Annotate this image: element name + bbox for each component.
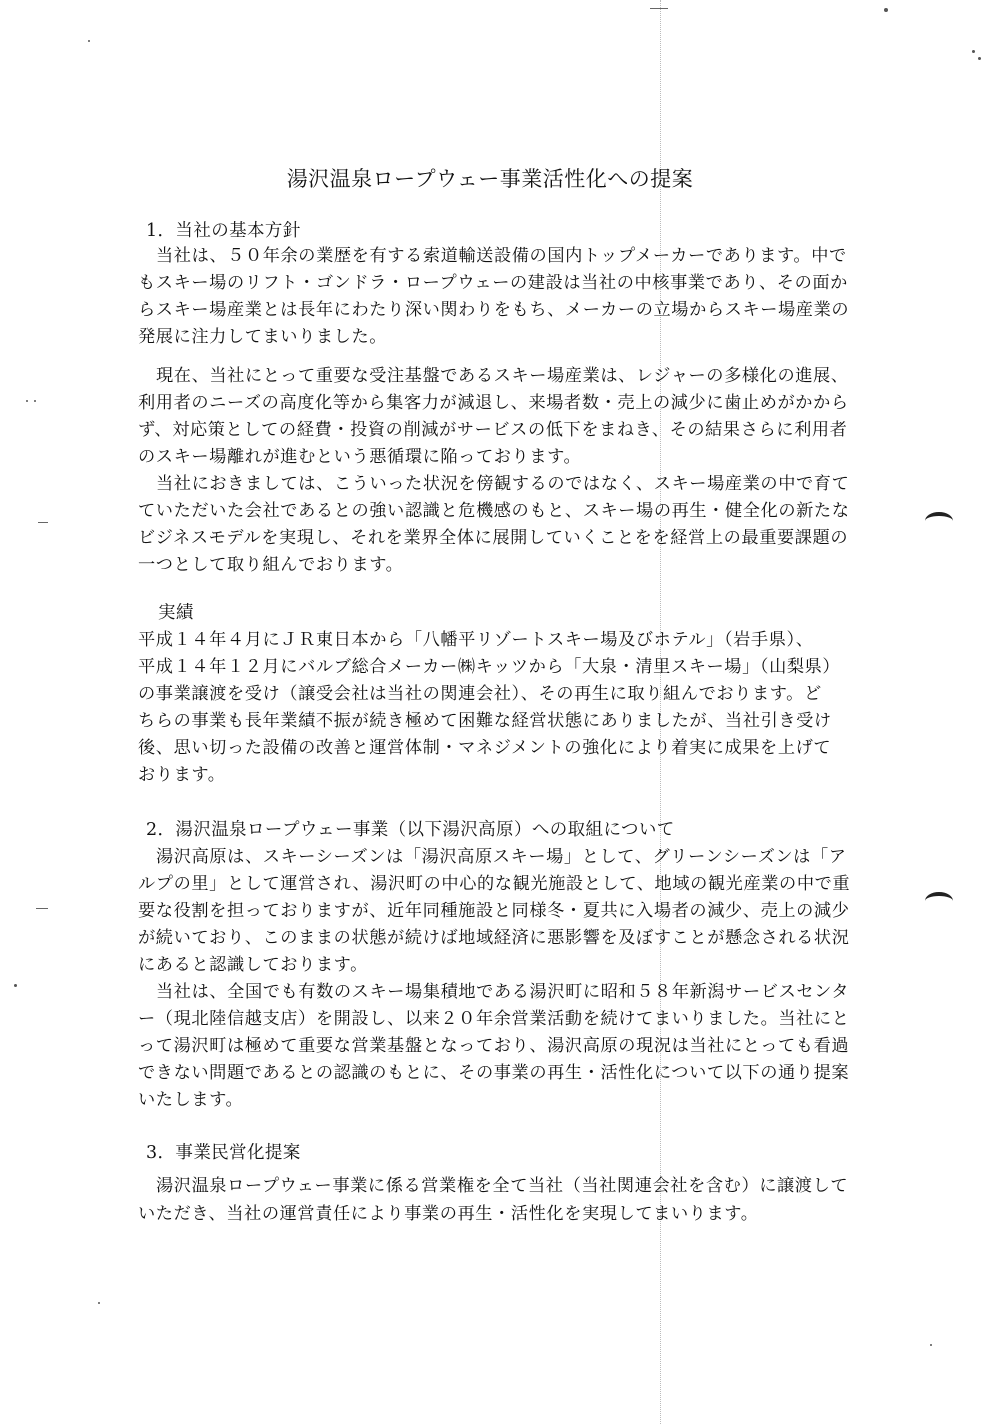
scan-speck xyxy=(88,40,90,42)
section3-heading: 3．事業民営化提案 xyxy=(146,1143,301,1163)
scan-speck xyxy=(14,984,17,987)
record-line: おります。 xyxy=(138,765,226,785)
section1-line: ビジネスモデルを実現し、それを業界全体に展開していくことをを経営上の最重要課題の xyxy=(138,528,849,548)
section2-line: ルプの里」として運営され、湯沢町の中心的な観光施設として、地域の観光産業の中で重 xyxy=(138,874,851,894)
section2-heading: 2．湯沢温泉ロープウェー事業（以下湯沢高原）への取組について xyxy=(146,820,675,840)
scan-speck xyxy=(38,522,48,523)
section2-line: 湯沢高原は、スキーシーズンは「湯沢高原スキー場」として、グリーンシーズンは「ア xyxy=(156,847,847,867)
punch-hole-mark xyxy=(925,892,953,910)
section2-line: できない問題であるとの認識のもとに、その事業の再生・活性化について以下の通り提案 xyxy=(138,1063,850,1083)
section2-line: 要な役割を担っておりますが、近年同種施設と同様冬・夏共に入場者の減少、売上の減少 xyxy=(138,901,850,921)
record-line: ちらの事業も長年業績不振が続き極めて困難な経営状態にありましたが、当社引き受け xyxy=(138,711,832,731)
punch-hole-mark xyxy=(925,512,953,530)
section3-line: いただき、当社の運営責任により事業の再生・活性化を実現してまいります。 xyxy=(138,1204,759,1224)
scan-speck xyxy=(930,1344,932,1346)
record-line: 平成１４年１２月にバルブ総合メーカー㈱キッツから「大泉・清里スキー場」（山梨県） xyxy=(138,657,841,677)
section1-line: 一つとして取り組んでおります。 xyxy=(138,555,404,575)
section1-line: のスキー場離れが進むという悪循環に陥っております。 xyxy=(138,447,582,467)
section2-line: って湯沢町は極めて重要な営業基盤となっており、湯沢高原の現況は当社にとっても看過 xyxy=(138,1036,850,1056)
section1-line: ていただいた会社であるとの強い認識と危機感のもと、スキー場の再生・健全化の新たな xyxy=(138,501,850,521)
scan-speck xyxy=(26,400,28,402)
scan-speck xyxy=(978,57,981,60)
scan-speck xyxy=(36,908,48,909)
record-line: の事業譲渡を受け（譲受会社は当社の関連会社）、その再生に取り組んでおります。ど xyxy=(138,684,822,704)
record-heading: 実績 xyxy=(158,603,194,623)
scan-speck xyxy=(884,8,888,12)
section1-line: 当社におきましては、こういった状況を傍観するのではなく、スキー場産業の中で育て xyxy=(156,474,850,494)
section2-line: ー（現北陸信越支店）を開設し、以来２０年余営業活動を続けてまいりました。当社にと xyxy=(138,1009,850,1029)
section1-heading: 1．当社の基本方針 xyxy=(146,221,301,241)
section2-line: にあると認識しております。 xyxy=(138,955,368,975)
scan-speck xyxy=(98,1302,100,1304)
section1-line: らスキー場産業とは長年にわたり深い関わりをもち、メーカーの立場からスキー場産業の xyxy=(138,300,850,320)
record-line: 後、思い切った設備の改善と運営体制・マネジメントの強化により着実に成果を上げて xyxy=(138,738,832,758)
section1-line: 利用者のニーズの高度化等から集客力が減退し、来場者数・売上の減少に歯止めがかから xyxy=(138,393,849,413)
section1-line: 現在、当社にとって重要な受注基盤であるスキー場産業は、レジャーの多様化の進展、 xyxy=(156,366,849,386)
record-line: 平成１４年４月にＪＲ東日本から「八幡平リゾートスキー場及びホテル」（岩手県）、 xyxy=(138,630,814,650)
scan-speck xyxy=(34,400,36,402)
section2-line: が続いており、このままの状態が続けば地域経済に悪影響を及ぼすことが懸念される状況 xyxy=(138,928,850,948)
section1-line: もスキー場のリフト・ゴンドラ・ロープウェーの建設は当社の中核事業であり、その面か xyxy=(138,273,848,293)
scan-speck xyxy=(972,50,975,53)
document-title: 湯沢温泉ロープウェー事業活性化への提案 xyxy=(286,167,694,191)
section2-line: いたします。 xyxy=(138,1090,244,1110)
section2-line: 当社は、全国でも有数のスキー場集積地である湯沢町に昭和５８年新潟サービスセンタ xyxy=(156,982,850,1002)
section3-line: 湯沢温泉ロープウェー事業に係る営業権を全て当社（当社関連会社を含む）に譲渡して xyxy=(156,1176,849,1196)
section1-line: 当社は、５０年余の業歴を有する索道輸送設備の国内トップメーカーであります。中で xyxy=(156,246,847,266)
section1-line: ず、対応策としての経費・投資の削減がサービスの低下をまねき、その結果さらに利用者 xyxy=(138,420,848,440)
section1-line: 発展に注力してまいりました。 xyxy=(138,327,388,347)
scan-speck xyxy=(650,8,668,9)
